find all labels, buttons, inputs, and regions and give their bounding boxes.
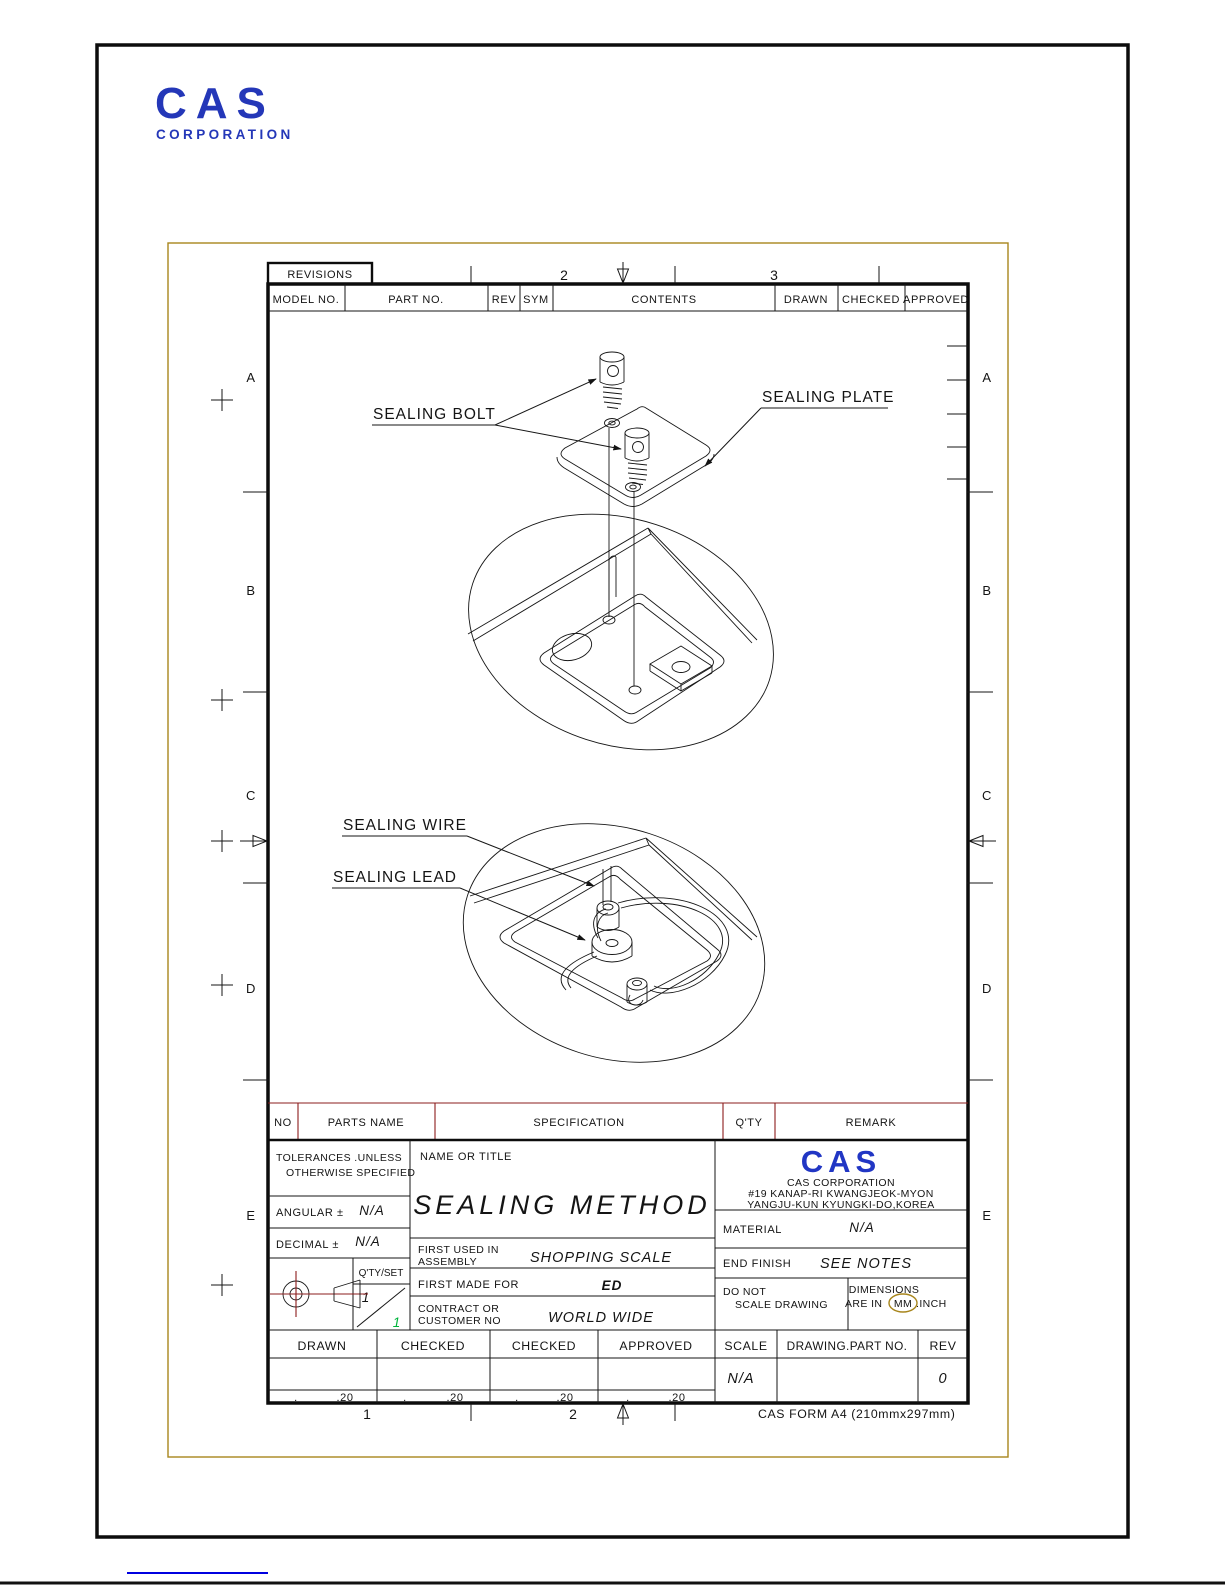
sealing-plate-label: SEALING PLATE (762, 389, 895, 406)
parts-col-remark: REMARK (845, 1117, 897, 1129)
rev-value: 0 (938, 1371, 948, 1387)
date-checked2-dot: . (515, 1392, 519, 1404)
bottom-zone-1: 1 (363, 1406, 371, 1422)
cas-logo-subtitle: CORPORATION (156, 127, 294, 142)
centerline-arrows (240, 836, 996, 847)
view-base-detail (438, 476, 805, 787)
cas-logo (155, 79, 294, 142)
parts-col-no: NO (274, 1117, 292, 1129)
first-used-label-1: FIRST USED IN (418, 1244, 499, 1256)
dimensions-inch: .INCH (916, 1298, 947, 1310)
date-approved-dot: . (626, 1392, 630, 1404)
top-zone-3: 3 (770, 267, 778, 283)
margin-letters-right (982, 370, 992, 1223)
date-drawn-dot: . (294, 1392, 298, 1404)
do-not-label-2: SCALE DRAWING (735, 1299, 828, 1311)
first-made-value: ED (601, 1278, 623, 1293)
date-checked1-dot: . (403, 1392, 407, 1404)
row-d-right: D (982, 981, 992, 996)
qty-set-denominator: 1 (392, 1315, 402, 1330)
qty-set-numerator: 1 (361, 1290, 371, 1305)
material-value: N/A (849, 1220, 875, 1235)
row-b-left: B (246, 583, 256, 598)
view-sealing-plate (372, 352, 894, 686)
parts-col-qty: Q'TY (735, 1117, 763, 1129)
rev-col-sym: SYM (523, 294, 549, 306)
scale-value: N/A (727, 1371, 755, 1387)
angular-label: ANGULAR ± (276, 1207, 344, 1219)
sealing-bolt-lower (625, 428, 649, 485)
date-drawn-year: .20 (336, 1392, 354, 1404)
company-address-2: YANGJU-KUN KYUNGKI-DO,KOREA (747, 1199, 935, 1211)
rev-label: REV (929, 1339, 957, 1353)
sealing-wire-label: SEALING WIRE (343, 817, 467, 834)
contract-label-2: CUSTOMER NO (418, 1315, 501, 1327)
contract-value: WORLD WIDE (548, 1310, 654, 1326)
company-name: CAS CORPORATION (787, 1177, 895, 1189)
rev-col-checked: CHECKED (842, 294, 900, 306)
drawing-title: SEALING METHOD (413, 1190, 711, 1220)
rev-col-contents: CONTENTS (631, 294, 697, 306)
decimal-value: N/A (355, 1234, 381, 1249)
drawing-part-no-label: DRAWING.PART NO. (786, 1339, 908, 1353)
page-chrome (0, 45, 1225, 1583)
qty-set-label: Q'TY/SET (358, 1268, 404, 1279)
revisions-tab-label: REVISIONS (287, 269, 353, 281)
rev-col-part-no: PART NO. (388, 294, 444, 306)
detail-bubble-lower (432, 786, 796, 1100)
sealing-bolt-upper (600, 352, 624, 409)
row-a-right: A (982, 370, 992, 385)
row-c-right: C (982, 788, 992, 803)
row-d-left: D (246, 981, 256, 996)
title-block (268, 1140, 968, 1404)
date-checked2-year: .20 (556, 1392, 574, 1404)
sealing-bolt-leader-2 (495, 425, 621, 449)
end-finish-value: SEE NOTES (820, 1256, 912, 1272)
row-e-left: E (246, 1208, 256, 1223)
angular-value: N/A (359, 1203, 385, 1218)
row-e-right: E (982, 1208, 992, 1223)
sign-col-checked-1: CHECKED (400, 1339, 466, 1353)
parts-table (268, 1103, 968, 1140)
end-finish-label: END FINISH (723, 1258, 792, 1270)
date-approved-year: .20 (668, 1392, 686, 1404)
dimensions-mm: MM (893, 1298, 913, 1310)
seal-detail-geometry (432, 786, 796, 1100)
sealing-lead-leader (460, 888, 585, 940)
material-label: MATERIAL (723, 1224, 782, 1236)
sign-col-approved: APPROVED (619, 1339, 693, 1353)
parts-col-name: PARTS NAME (327, 1117, 405, 1129)
parts-col-spec: SPECIFICATION (533, 1117, 625, 1129)
company-address-1: #19 KANAP-RI KWANGJEOK-MYON (748, 1188, 934, 1200)
scale-label: SCALE (724, 1339, 768, 1353)
do-not-label-1: DO NOT (723, 1286, 767, 1298)
date-checked1-year: .20 (446, 1392, 464, 1404)
bottom-ruler (363, 1404, 955, 1425)
form-text: CAS FORM A4 (210mmx297mm) (758, 1407, 956, 1421)
contract-label-1: CONTRACT OR (418, 1303, 500, 1315)
rev-col-drawn: DRAWN (783, 294, 829, 306)
row-c-left: C (246, 788, 256, 803)
company-logo-text: CAS (800, 1144, 882, 1179)
tolerances-line2: OTHERWISE SPECIFIED (286, 1167, 416, 1179)
sealing-bolt-label: SEALING BOLT (373, 406, 496, 423)
register-marks (211, 389, 233, 1296)
top-zone-2: 2 (560, 267, 568, 283)
rev-col-model-no: MODEL NO. (272, 294, 340, 306)
rev-col-rev: REV (491, 294, 517, 306)
top-ruler (471, 262, 879, 283)
tolerances-line1: TOLERANCES .UNLESS (276, 1152, 403, 1164)
cas-logo-text: CAS (155, 79, 275, 128)
name-or-title-label: NAME OR TITLE (420, 1151, 512, 1163)
first-used-label-2: ASSEMBLY (418, 1256, 478, 1268)
sign-col-drawn: DRAWN (297, 1339, 347, 1353)
first-used-value: SHOPPING SCALE (529, 1250, 673, 1266)
bottom-zone-2: 2 (569, 1406, 577, 1422)
sign-col-checked-2: CHECKED (511, 1339, 577, 1353)
dimensions-label: DIMENSIONS (848, 1284, 920, 1296)
sheet-margin-border (168, 243, 1008, 1457)
section-ticks (243, 346, 993, 1080)
sealing-lead-label: SEALING LEAD (333, 869, 457, 886)
dimensions-are-in: ARE IN (845, 1298, 883, 1310)
row-a-left: A (246, 370, 256, 385)
sealing-bolt-leader-1 (495, 379, 596, 425)
first-made-label: FIRST MADE FOR (418, 1279, 520, 1291)
rev-col-approved: APPROVED (903, 294, 969, 306)
decimal-label: DECIMAL ± (276, 1239, 339, 1251)
sealing-plate-shape (557, 407, 714, 507)
row-b-right: B (982, 583, 992, 598)
margin-letters-left (246, 370, 256, 1223)
view-seal-detail (332, 786, 796, 1100)
